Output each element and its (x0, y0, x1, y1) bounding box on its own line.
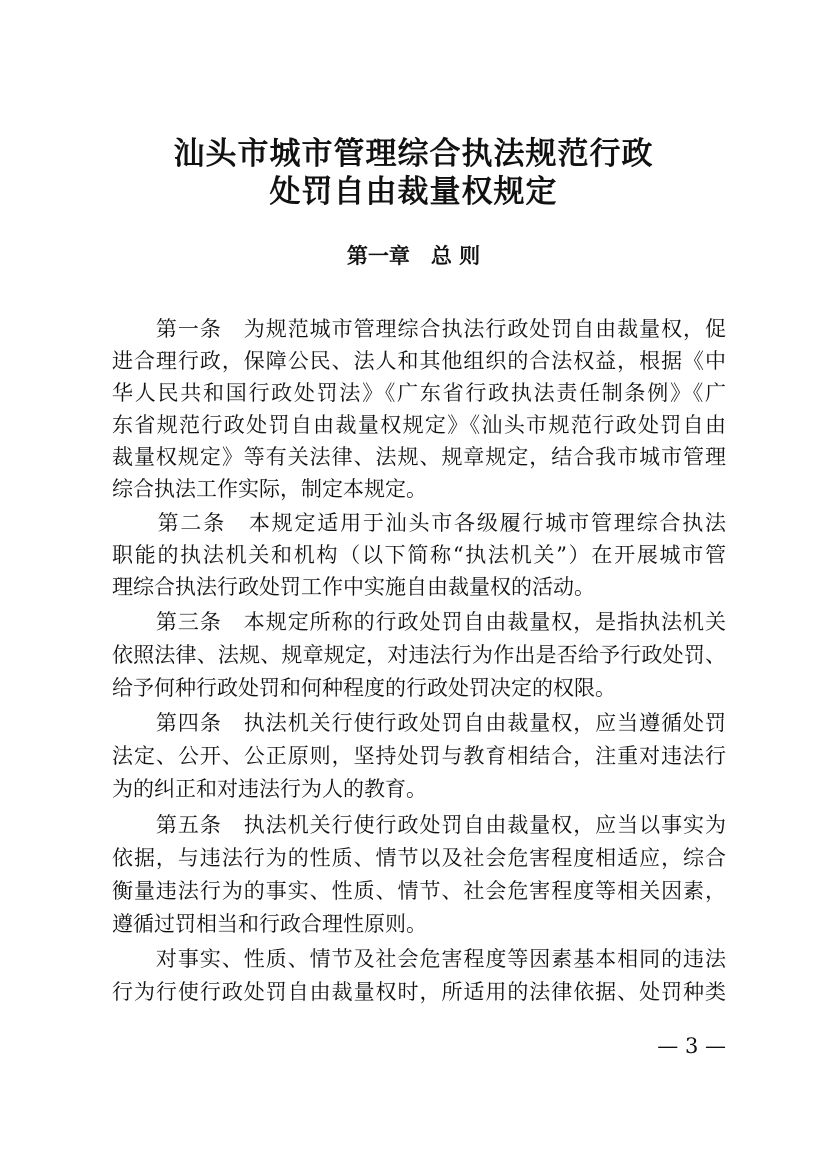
document-title-line-2: 处罚自由裁量权规定 (269, 174, 558, 210)
text-line: 第五条 执法机关行使行政处罚自由裁量权，应当以事实为 (112, 813, 726, 837)
text-line: 理综合执法行政处罚工作中实施自由裁量权的活动。 (112, 575, 595, 599)
text-line: 职能的执法机关和机构（以下简称“执法机关”）在开展城市管 (112, 543, 726, 567)
text-line: 给予何种行政处罚和何种程度的行政处罚决定的权限。 (112, 676, 616, 700)
chapter-heading: 第一章 总 则 (346, 244, 481, 268)
text-line: 裁量权规定》等有关法律、法规、规章规定，结合我市城市管理 (112, 445, 726, 469)
text-line: 华人民共和国行政处罚法》《广东省行政执法责任制条例》《广 (112, 381, 726, 405)
text-line: 第二条 本规定适用于汕头市各级履行城市管理综合执法 (112, 511, 726, 535)
text-line: 东省规范行政处罚自由裁量权规定》《汕头市规范行政处罚自由 (112, 413, 726, 437)
page-number: — 3 — (657, 1034, 726, 1058)
text-line: 综合执法工作实际，制定本规定。 (112, 477, 427, 501)
text-line: 为的纠正和对违法行为人的教育。 (112, 777, 427, 801)
text-line: 衡量违法行为的事实、性质、情节、社会危害程度等相关因素， (112, 879, 726, 903)
text-line: 遵循过罚相当和行政合理性原则。 (112, 912, 427, 936)
text-line: 依照法律、法规、规章规定，对违法行为作出是否给予行政处罚、 (112, 643, 726, 667)
text-line: 法定、公开、公正原则，坚持处罚与教育相结合，注重对违法行 (112, 744, 726, 768)
document-title-line-1: 汕头市城市管理综合执法规范行政 (173, 136, 654, 172)
text-line: 行为行使行政处罚自由裁量权时，所适用的法律依据、处罚种类 (112, 980, 726, 1004)
text-line: 第三条 本规定所称的行政处罚自由裁量权，是指执法机关 (112, 610, 726, 634)
text-line: 依据，与违法行为的性质、情节以及社会危害程度相适应，综合 (112, 846, 726, 870)
text-line: 进合理行政，保障公民、法人和其他组织的合法权益，根据《中 (112, 349, 726, 373)
text-line: 对事实、性质、情节及社会危害程度等因素基本相同的违法 (112, 947, 726, 971)
text-line: 第四条 执法机关行使行政处罚自由裁量权，应当遵循处罚 (112, 711, 726, 735)
text-line: 第一条 为规范城市管理综合执法行政处罚自由裁量权，促 (112, 317, 726, 341)
